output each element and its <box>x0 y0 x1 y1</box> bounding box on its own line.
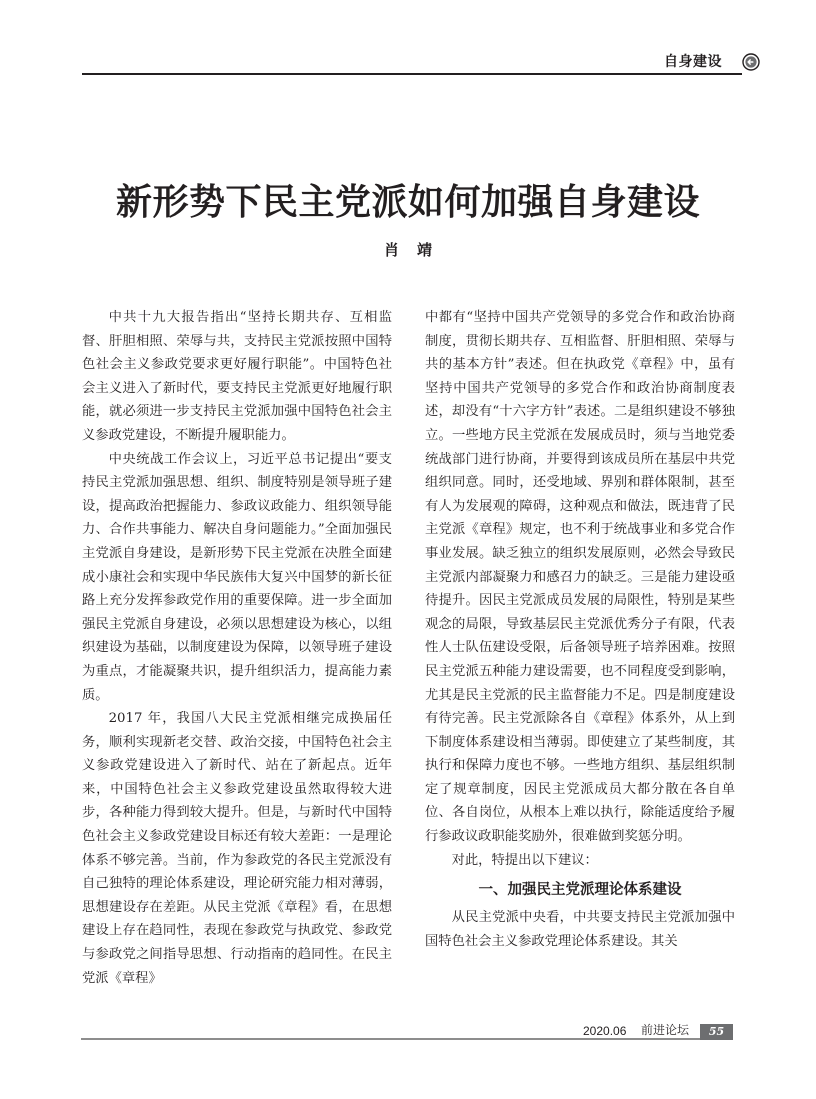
header-rule <box>82 73 742 75</box>
paragraph: 中共十九大报告指出“坚持长期共存、互相监督、肝胆相照、荣辱与共，支持民主党派按照中国特色社会主义参政党要求更好履行职能”。中国特色社会主义进入了新时代，要支持民主党派更好地履行职能，就必须进一步支持民主党派加强中国特色社会主义参政党建设，不断提升履职能力。 <box>82 310 392 443</box>
proposal-intro: 对此，特提出以下建议： <box>451 852 598 868</box>
left-column <box>82 306 392 990</box>
article-author: 肖靖 <box>383 241 450 259</box>
section-heading: 一、加强民主党派理论体系建设 <box>478 881 682 899</box>
article-title: 新形势下民主党派如何加强自身建设 <box>115 182 700 223</box>
section-label: 自身建设 <box>664 54 722 70</box>
footer-rule <box>81 1038 700 1040</box>
paragraph: 2017 年，我国八大民主党派相继完成换届任务，顺利实现新老交替、政治交接，中国特色社会主义参政党建设进入了新时代、站在了新起点。近年来，中国特色社会主义参政党建设虽然取得较大进步，各种能力得到较大提升。但是，与新时代中国特色社会主义参政党建设目标还有较大差距：一是理论体系不够完善。当前，作为参政党的各民主党派没有自己独特的理论体系建设，理论研究能力相对薄弱，思想建设存在差距。从民主党派《章程》看，在思想建设上存在趋同性，表现在参政党与执政党、参政党与参政党之间指导思想、行动指南的趋同性。在民主党派《章程》 <box>82 711 392 986</box>
paragraph-continuation: 中都有“坚持中国共产党领导的多党合作和政治协商制度，贯彻长期共存、互相监督、肝胆相照、荣辱与共的基本方针”表述。但在执政党《章程》中，虽有坚持中国共产党领导的多党合作和政治协商制度表述，却没有“十六字方针”表述。二是组织建设不够独立。一些地方民主党派在发展成员时，须与当地党委统战部门进行协商，并要得到该成员所在基层中共党组织同意。同时，还受地域、界别和群体限制，甚至有人为发展观的障碍，这种观点和做法，既违背了民主党派《章程》规定，也不利于统战事业和多党合作事业发展。缺乏独立的组织发展原则，必然会导致民主党派内部凝聚力和感召力的缺乏。三是能力建设亟待提升。因民主党派成员发展的局限性，特别是某些观念的局限，导致基层民主党派优秀分子有限，代表性人士队伍建设受限，后备领导班子培养困难。按照民主党派五种能力建设需要，也不同程度受到影响，尤其是民主党派的民主监督能力不足。四是制度建设有待完善。民主党派除各自《章程》体系外，从上到下制度体系建设相当薄弱。即使建立了某些制度，其执行和保障力度也不够。一些地方组织、基层组织制定了规章制度，因民主党派成员大都分散在各自单位、各自岗位，从根本上难以执行，除能适度给予履行参政议政职能奖励外，很难做到奖惩分明。 <box>425 310 735 845</box>
issue-date: 2020.06 <box>583 1024 627 1038</box>
paragraph: 从民主党派中央看，中共要支持民主党派加强中国特色社会主义参政党理论体系建设。其关 <box>425 910 735 949</box>
journal-name: 前进论坛 <box>641 1023 690 1037</box>
page-number: 55 <box>700 1024 733 1040</box>
paragraph: 中央统战工作会议上，习近平总书记提出“要支持民主党派加强思想、组织、制度特别是领导班子建设，提高政治把握能力、参政议政能力、组织领导能力、合作共事能力、解决自身问题能力。”全面加强民主党派自身建设，是新形势下民主党派在决胜全面建成小康社会和实现中华民族伟大复兴中国梦的新长征路上充分发挥参政党作用的重要保障。进一步全面加强民主党派自身建设，必须以思想建设为核心，以组织建设为基础，以制度建设为保障，以领导班子建设为重点，才能凝聚共识，提升组织活力，提高能力素质。 <box>82 451 392 703</box>
right-column <box>425 306 735 953</box>
circled-left-arrow-icon <box>742 53 760 71</box>
